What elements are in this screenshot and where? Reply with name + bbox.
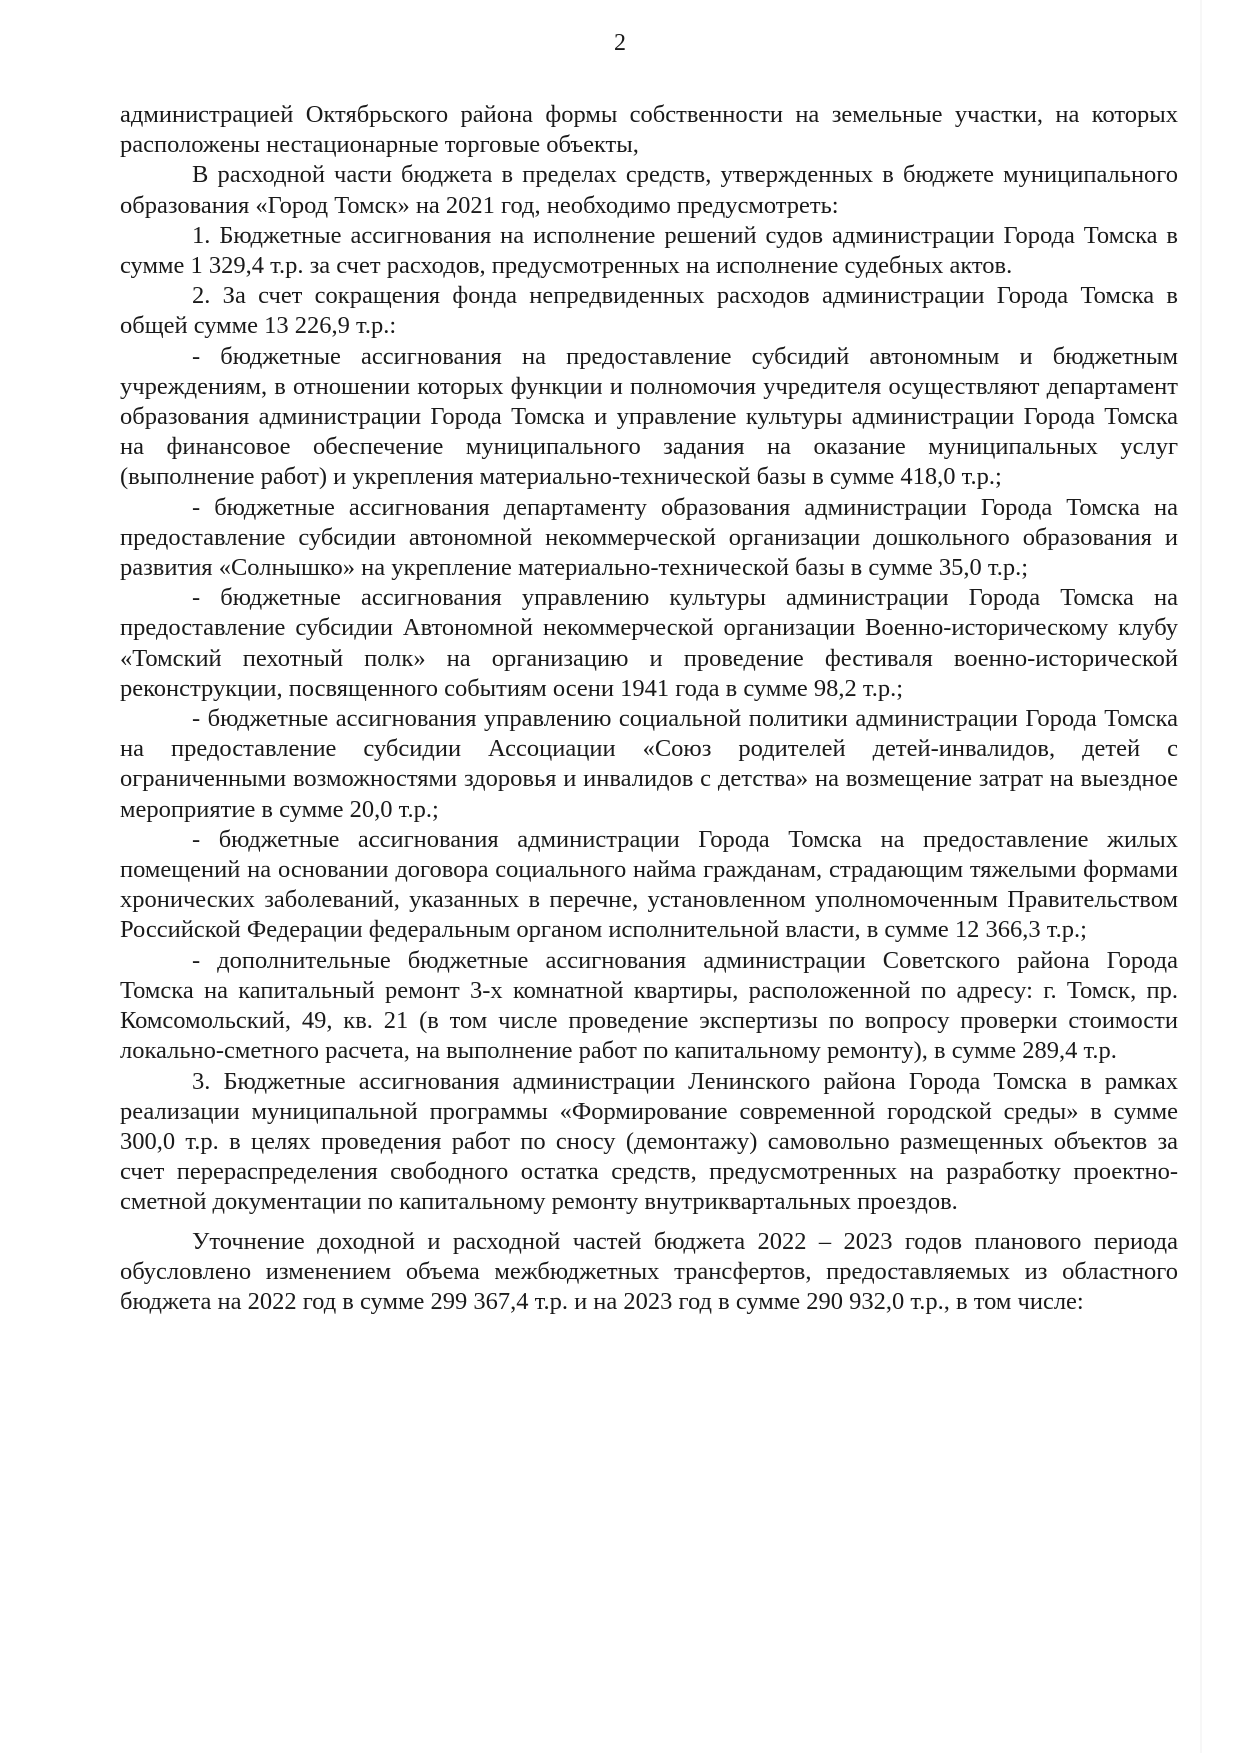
paragraph-bullet-4: - бюджетные ассигнования управлению социальной политики администрации Города Томска на предоставление субсидии Ассоциации «Союз родителей детей-инвалидов, детей с ограниченными возможностями здоровья и инвалидов с детства» на возмещение затрат на выездное мероприятие в сумме 20,0 т.р.; <box>120 705 1178 823</box>
paragraph-bullet-2: - бюджетные ассигнования департаменту образования администрации Города Томска на предоставление субсидии автономной некоммерческой организации дошкольного образования и развития «Солнышко» на укрепление материально-технической базы в сумме 35,0 т.р.; <box>120 493 1178 582</box>
paragraph-clarification: Уточнение доходной и расходной частей бюджета 2022 – 2023 годов планового периода обусловлено изменением объема межбюджетных трансфертов, предоставляемых из областного бюджета на 2022 год в сумме 299 367,4 т.р. и на 2023 год в сумме 290 932,0 т.р., в том числе: <box>120 1227 1178 1315</box>
paragraph-bullet-6: - дополнительные бюджетные ассигнования администрации Советского района Города Томска на капитальный ремонт 3-х комнатной квартиры, расположенной по адресу: г. Томск, пр. Комсомольский, 49, кв. 21 (в том числе проведение экспертизы по вопросу проверки стоимости локально-сметного расчета, на выполнение работ по капитальному ремонту), в сумме 289,4 т.р. <box>120 946 1178 1065</box>
paragraph-item-2: 2. За счет сокращения фонда непредвиденных расходов администрации Города Томска в общей сумме 13 226,9 т.р.: <box>120 282 1178 340</box>
paragraph-item-1: 1. Бюджетные ассигнования на исполнение решений судов администрации Города Томска в сумме 1 329,4 т.р. за счет расходов, предусмотренных на исполнение судебных актов. <box>120 221 1178 280</box>
paragraph-bullet-3: - бюджетные ассигнования управлению культуры администрации Города Томска на предоставление субсидии Автономной некоммерческой организации Военно-историческому клубу «Томский пехотный полк» на организацию и проведение фестиваля военно-исторической реконструкции, посвященного событиям осени 1941 года в сумме 98,2 т.р.; <box>120 584 1178 702</box>
paragraph-item-3: 3. Бюджетные ассигнования администрации Ленинского района Города Томска в рамках реализации муниципальной программы «Формирование современной городской среды» в сумме 300,0 т.р. в целях проведения работ по сносу (демонтажу) самовольно размещенных объектов за счет перераспределения свободного остатка средств, предусмотренных на разработку проектно-сметной документации по капитальному ремонту внутриквартальных проездов. <box>120 1067 1178 1216</box>
paragraph-bullet-1: - бюджетные ассигнования на предоставление субсидий автономным и бюджетным учреждениям, в отношении которых функции и полномочия учредителя осуществляют департамент образования администрации Города Томска и управление культуры администрации Города Томска на финансовое обеспечение муниципального задания на оказание муниципальных услуг (выполнение работ) и укрепления материально-технической базы в сумме 418,0 т.р.; <box>120 342 1178 491</box>
paragraph-expenditure-intro: В расходной части бюджета в пределах средств, утвержденных в бюджете муниципального образования «Город Томск» на 2021 год, необходимо предусмотреть: <box>120 161 1178 219</box>
paragraph-continuation: администрацией Октябрьского района формы собственности на земельные участки, на которых расположены нестационарные торговые объекты, <box>120 101 1178 159</box>
scan-edge-shadow <box>1200 0 1202 1753</box>
paragraph-bullet-5: - бюджетные ассигнования администрации Города Томска на предоставление жилых помещений на основании договора социального найма гражданам, страдающим тяжелыми формами хронических заболеваний, указанных в перечне, установленном уполномоченным Правительством Российской Федерации федеральным органом исполнительной власти, в сумме 12 366,3 т.р.; <box>120 825 1178 944</box>
page-number: 2 <box>614 30 626 56</box>
document-body <box>120 100 1178 1317</box>
